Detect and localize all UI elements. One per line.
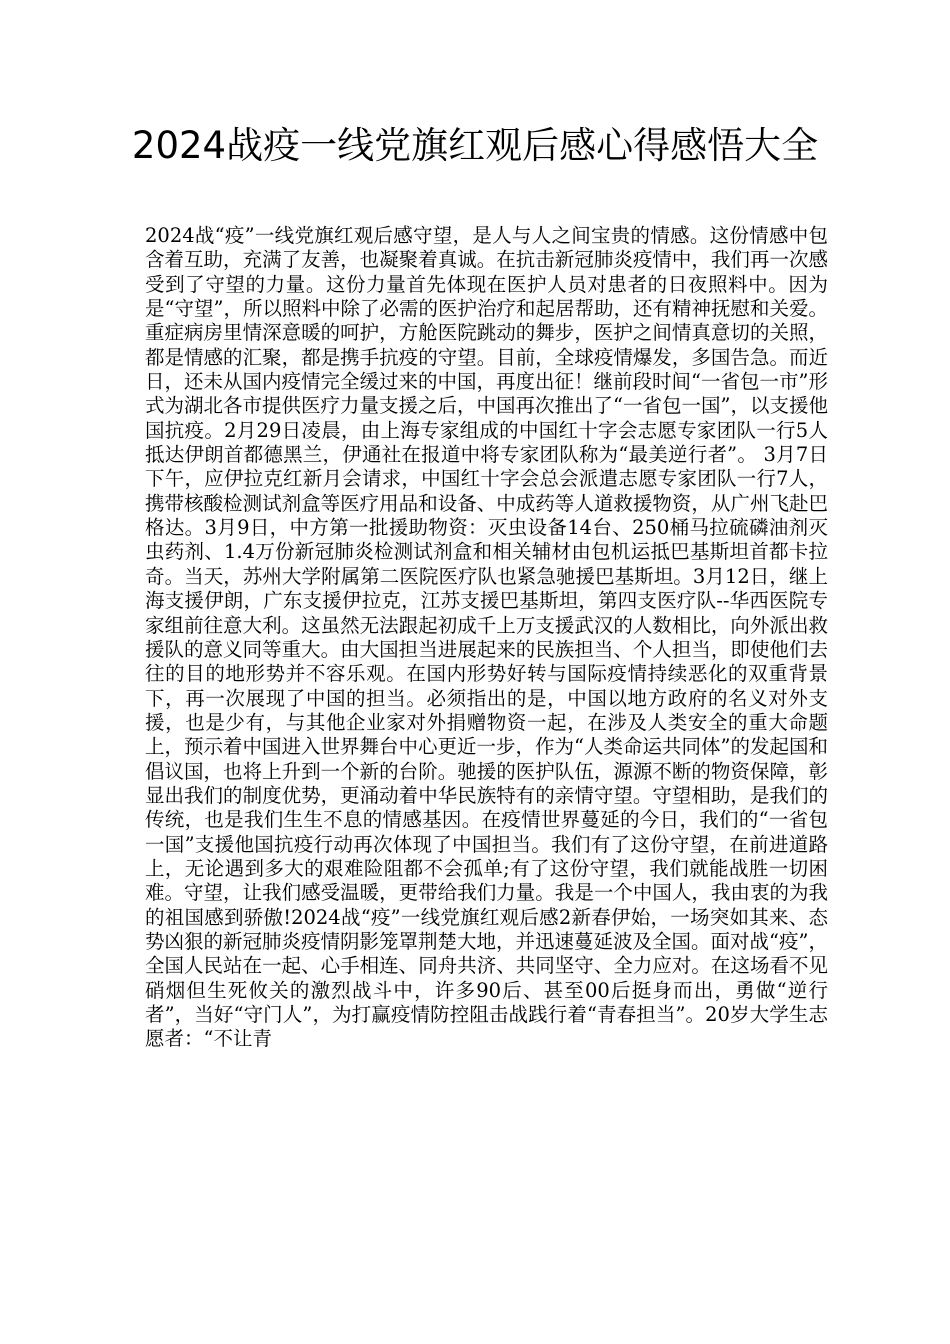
document-body-text: 2024战“疫”一线党旗红观后感守望，是人与人之间宝贵的情感。这份情感中包含着互助，充满了友善，也凝聚着真诚。在抗击新冠肺炎疫情中，我们再一次感受到了守望的力量。这份力量首先体现在医护人员对患者的日夜照料中。因为是“守望”，所以照料中除了必需的医护治疗和起居帮助，还有精神抚慰和关爱。重症病房里情深意暖的呵护，方舱医院跳动的舞步，医护之间情真意切的关照，都是情感的汇聚，都是携手抗疫的守望。目前，全球疫情爆发，多国告急。而近日，还未从国内疫情完全缓过来的中国，再度出征！继前段时间“一省包一市”形式为湖北各市提供医疗力量支援之后，中国再次推出了“一省包一国”，以支援他国抗疫。2月29日凌晨，由上海专家组成的中国红十字会志愿专家团队一行5人抵达伊朗首都德黑兰，伊通社在报道中将专家团队称为“最美逆行者”。 3月7日下午，应伊拉克红新月会请求，中国红十字会总会派遣志愿专家团队一行7人，携带核酸检测试剂盒等医疗用品和设备、中成药等人道救援物资，从广州飞赴巴格达。3月9日，中方第一批援助物资：灭虫设备14台、250桶马拉硫磷油剂灭虫药剂、1.4万份新冠肺炎检测试剂盒和相关辅材由包机运抵巴基斯坦首都卡拉奇。当天，苏州大学附属第二医院医疗队也紧急驰援巴基斯坦。3月12日，继上海支援伊朗，广东支援伊拉克，江苏支援巴基斯坦，第四支医疗队--华西医院专家组前往意大利。这虽然无法跟起初成千上万支援武汉的人数相比，向外派出救援队的意义同等重大。由大国担当进展起来的民族担当、个人担当，即使他们去往的目的地形势并不容乐观。在国内形势好转与国际疫情持续恶化的双重背景下，再一次展现了中国的担当。必须指出的是，中国以地方政府的名义对外支援，也是少有，与其他企业家对外捐赠物资一起，在涉及人类安全的重大命题上，预示着中国进入世界舞台中心更近一步，作为“人类命运共同体”的发起国和倡议国，也将上升到一个新的台阶。驰援的医护队伍，源源不断的物资保障，彰显出我们的制度优势，更涌动着中华民族特有的亲情守望。守望相助，是我们的传统，也是我们生生不息的情感基因。在疫情世界蔓延的今日，我们的“一省包一国”支援他国抗疫行动再次体现了中国担当。我们有了这份守望，在前进道路上，无论遇到多大的艰难险阻都不会孤单;有了这份守望，我们就能战胜一切困难。守望，让我们感受温暖，更带给我们力量。我是一个中国人，我由衷的为我的祖国感到骄傲!2024战“疫”一线党旗红观后感2新春伊始，一场突如其来、态势凶狠的新冠肺炎疫情阴影笼罩荆楚大地，并迅速蔓延波及全国。面对战“疫”，全国人民站在一起、心手相连、同舟共济、共同坚守、全力应对。在这场看不见硝烟但生死攸关的激烈战斗中，许多90后、甚至00后挺身而出，勇做“逆行者”，当好“守门人”，为打赢疫情防控阻击战践行着“青春担当”。20岁大学生志愿者：“不让青 [145,224,828,1051]
document-title: 2024战疫一线党旗红观后感心得感悟大全 [131,124,819,167]
